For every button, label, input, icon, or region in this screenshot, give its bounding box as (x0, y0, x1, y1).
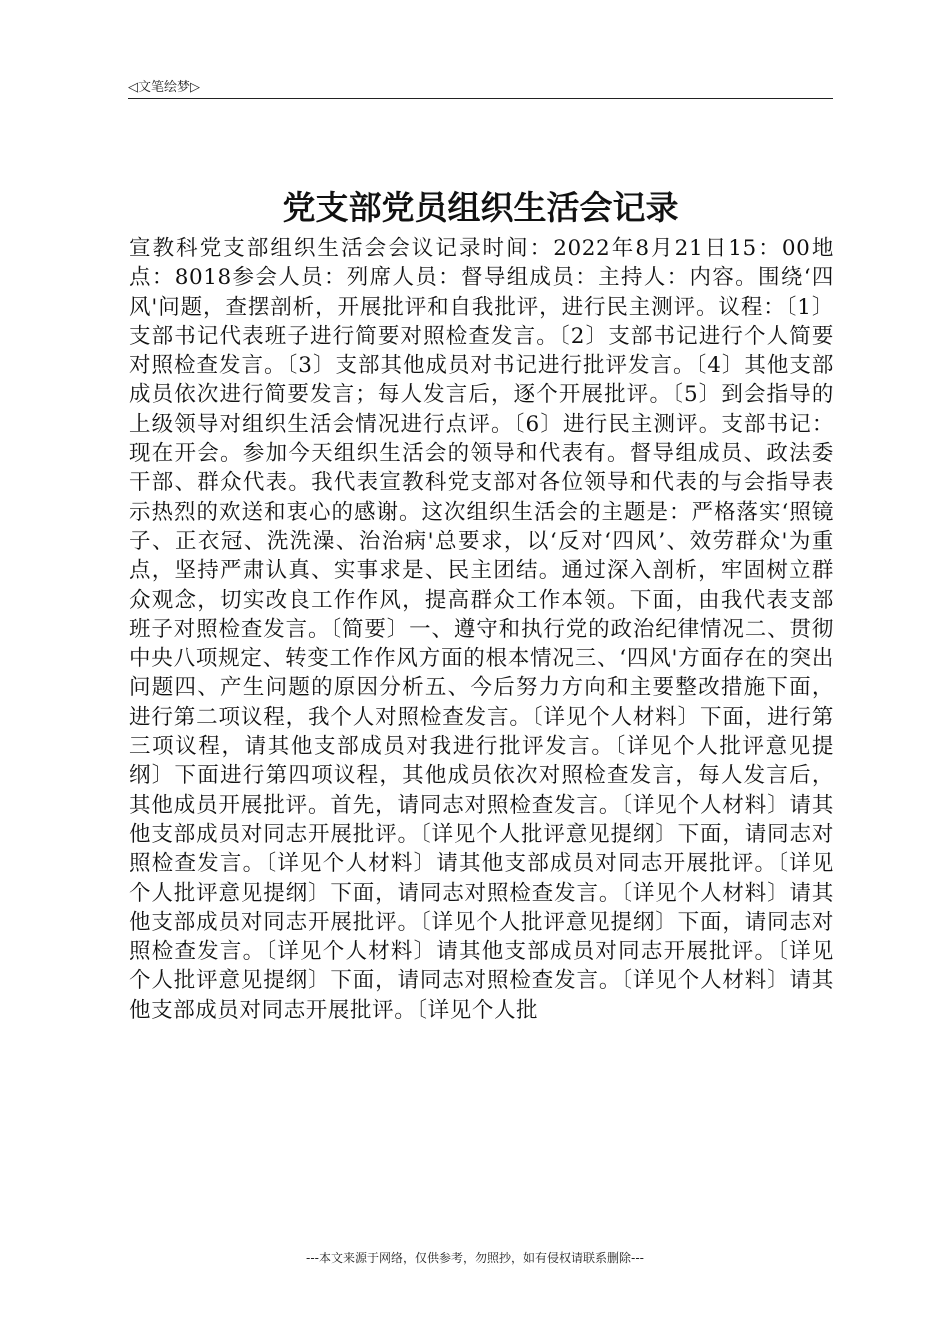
page-header (128, 70, 833, 99)
footer-notice: ---本文来源于网络，仅供参考，勿照抄，如有侵权请联系删除--- (306, 1251, 644, 1265)
document-body: 宣教科党支部组织生活会会议记录时间：2022年8月21日15：00地点：8018参会人员：列席人员：督导组成员：主持人：内容。围绕‘四风'问题，查摆剖析，开展批评和自我批评，进行民主测评。议程：〔1〕支部书记代表班子进行简要对照检查发言。〔2〕支部书记进行个人简要对照检查发言。〔3〕支部其他成员对书记进行批评发言。〔4〕其他支部成员依次进行简要发言；每人发言后，逐个开展批评。〔5〕到会指导的上级领导对组织生活会情况进行点评。〔6〕进行民主测评。支部书记：现在开会。参加今天组织生活会的领导和代表有。督导组成员、政法委干部、群众代表。我代表宣教科党支部对各位领导和代表的与会指导表示热烈的欢送和衷心的感谢。这次组织生活会的主题是：严格落实‘照镜子、正衣冠、洗洗澡、治治病'总要求，以‘反对‘四风’、效劳群众'为重点，坚持严肃认真、实事求是、民主团结。通过深入剖析，牢固树立群众观念，切实改良工作作风，提高群众工作本领。下面，由我代表支部班子对照检查发言。〔简要〕一、遵守和执行党的政治纪律情况二、贯彻中央八项规定、转变工作作风方面的根本情况三、‘四风'方面存在的突出问题四、产生问题的原因分析五、今后努力方向和主要整改措施下面，进行第二项议程，我个人对照检查发言。〔详见个人材料〕下面，进行第三项议程，请其他支部成员对我进行批评发言。〔详见个人批评意见提纲〕下面进行第四项议程，其他成员依次对照检查发言，每人发言后，其他成员开展批评。首先，请同志对照检查发言。〔详见个人材料〕请其他支部成员对同志开展批评。〔详见个人批评意见提纲〕下面，请同志对照检查发言。〔详见个人材料〕请其他支部成员对同志开展批评。〔详见个人批评意见提纲〕下面，请同志对照检查发言。〔详见个人材料〕请其他支部成员对同志开展批评。〔详见个人批评意见提纲〕下面，请同志对照检查发言。〔详见个人材料〕请其他支部成员对同志开展批评。〔详见个人批评意见提纲〕下面，请同志对照检查发言。〔详见个人材料〕请其他支部成员对同志开展批评。〔详见个人批 (129, 236, 834, 1023)
header-brand: ◁文笔绘梦▷ (128, 80, 200, 95)
document-title: 党支部党员组织生活会记录 (282, 188, 679, 227)
